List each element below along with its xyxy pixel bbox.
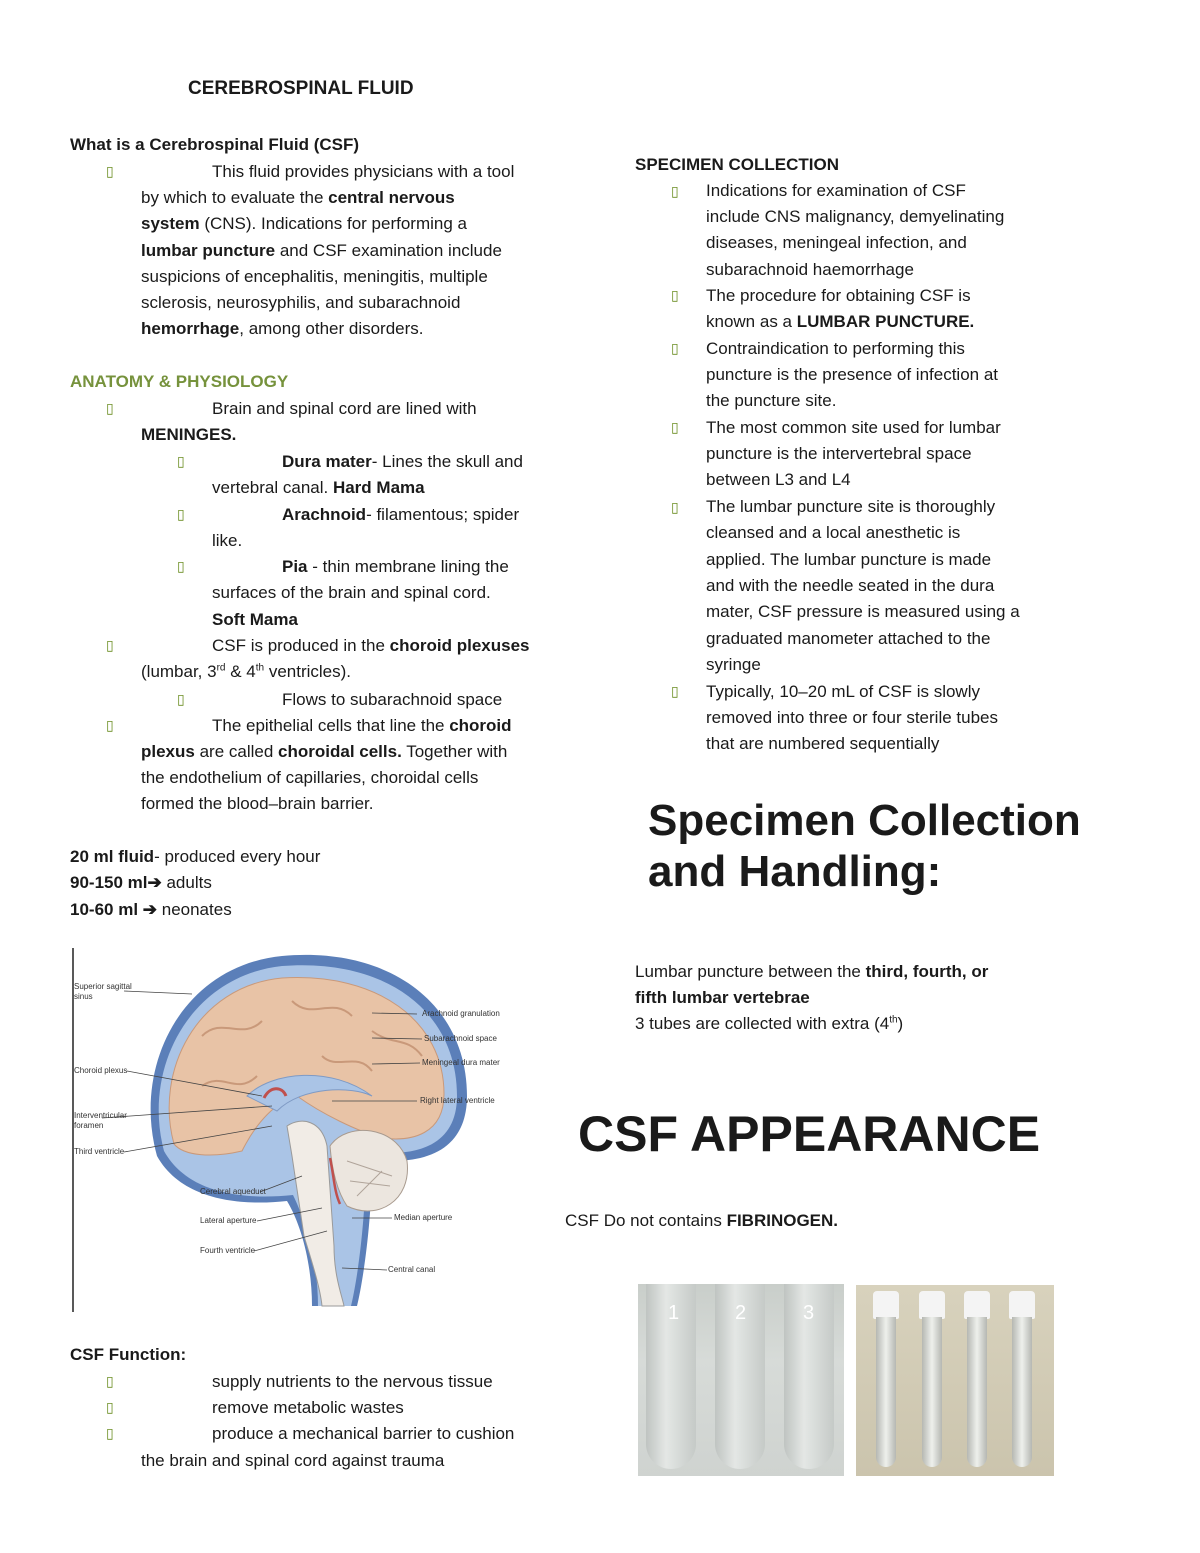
volume-line-1: 20 ml fluid- produced every hour <box>70 847 321 866</box>
specimen-text: applied. The lumbar puncture is made <box>706 550 992 569</box>
bullet-icon: ▯ <box>106 163 114 179</box>
tube <box>967 1317 987 1467</box>
meninges-line-2: MENINGES. <box>141 425 237 444</box>
what-heading: What is a Cerebrospinal Fluid (CSF) <box>70 135 360 154</box>
tube-cap <box>873 1291 899 1319</box>
volume-line-2: 90-150 ml➔ adults <box>70 873 212 892</box>
specimen-text: Typically, 10–20 mL of CSF is slowly <box>706 682 980 701</box>
brain-diagram <box>72 946 512 1314</box>
epithelial-line-2: plexus are called choroidal cells. Together with <box>141 742 508 761</box>
bullet-icon: ▯ <box>671 183 679 199</box>
specimen-heading: SPECIMEN COLLECTION <box>635 155 840 174</box>
anatomy-heading: ANATOMY & PHYSIOLOGY <box>70 372 289 391</box>
specimen-text: the puncture site. <box>706 391 837 410</box>
specimen-text: The lumbar puncture site is thoroughly <box>706 497 996 516</box>
lumbar-puncture-line-1: Lumbar puncture between the third, fourth, or <box>635 962 989 981</box>
bullet-icon: ▯ <box>106 400 114 416</box>
specimen-text: subarachnoid haemorrhage <box>706 260 914 279</box>
csf-tubes-photo <box>638 1284 844 1476</box>
what-text-1: This fluid provides physicians with a tool <box>212 162 515 181</box>
specimen-text: puncture is the presence of infection at <box>706 365 999 384</box>
specimen-text: syringe <box>706 655 761 674</box>
bullet-icon: ▯ <box>671 683 679 699</box>
tube <box>876 1317 896 1467</box>
diagram-label: Central canal <box>388 1265 436 1274</box>
what-text-4: lumbar puncture and CSF examination include <box>141 241 502 260</box>
bullet-icon: ▯ <box>106 1399 114 1415</box>
meninges-line-1: Brain and spinal cord are lined with <box>212 399 477 418</box>
what-text-6: sclerosis, neurosyphilis, and subarachnoid <box>141 293 461 312</box>
bullet-icon: ▯ <box>177 453 185 469</box>
specimen-text: removed into three or four sterile tubes <box>706 708 998 727</box>
bullet-icon: ▯ <box>177 691 185 707</box>
appearance-heading: CSF APPEARANCE <box>578 1106 1041 1162</box>
pia-line-1: Pia - thin membrane lining the <box>282 557 509 576</box>
diagram-label: Subarachnoid space <box>424 1034 497 1043</box>
arrow-icon: ➔ <box>147 873 162 892</box>
pia-line-3: Soft Mama <box>212 610 298 629</box>
specimen-text: and with the needle seated in the dura <box>706 576 995 595</box>
specimen-text: that are numbered sequentially <box>706 734 940 753</box>
function-item: produce a mechanical barrier to cushion <box>212 1424 515 1443</box>
tube-number: 2 <box>735 1302 747 1324</box>
pia-line-2: surfaces of the brain and spinal cord. <box>212 583 491 602</box>
specimen-text: mater, CSF pressure is measured using a <box>706 602 1020 621</box>
what-text-7: hemorrhage, among other disorders. <box>141 319 424 338</box>
function-item: the brain and spinal cord against trauma <box>141 1451 445 1470</box>
diagram-label: Interventricular foramen <box>74 1111 127 1130</box>
what-text-3: system (CNS). Indications for performing a <box>141 214 467 233</box>
lumbar-puncture-line-2: fifth lumbar vertebrae <box>635 988 810 1007</box>
specimen-text: diseases, meningeal infection, and <box>706 233 967 252</box>
specimen-text: known as a LUMBAR PUNCTURE. <box>706 312 975 331</box>
tube <box>922 1317 942 1467</box>
arrow-icon: ➔ <box>142 900 158 919</box>
bullet-icon: ▯ <box>177 506 185 522</box>
what-text-2: by which to evaluate the central nervous <box>141 188 455 207</box>
function-heading: CSF Function: <box>70 1345 187 1364</box>
diagram-label: Superior sagittal sinus <box>74 982 132 1001</box>
sterile-tubes-photo <box>856 1285 1054 1476</box>
diagram-label: Median aperture <box>394 1213 453 1222</box>
bullet-icon: ▯ <box>106 637 114 653</box>
flows-line: Flows to subarachnoid space <box>282 690 503 709</box>
csf-production-1: CSF is produced in the choroid plexuses <box>212 636 530 655</box>
specimen-text: puncture is the intervertebral space <box>706 444 972 463</box>
function-item: remove metabolic wastes <box>212 1398 404 1417</box>
volume-line-3: 10-60 ml ➔ neonates <box>70 900 232 919</box>
tube-cap <box>964 1291 990 1319</box>
arachnoid-line-2: like. <box>212 531 243 550</box>
diagram-label: Third ventricle <box>74 1147 125 1156</box>
specimen-text: The procedure for obtaining CSF is <box>706 286 971 305</box>
epithelial-line-4: formed the blood–brain barrier. <box>141 794 374 813</box>
bullet-icon: ▯ <box>106 717 114 733</box>
bullet-icon: ▯ <box>106 1373 114 1389</box>
csf-production-2: (lumbar, 3rd & 4th ventricles). <box>141 662 352 681</box>
page-title: CEREBROSPINAL FLUID <box>188 78 414 99</box>
bullet-icon: ▯ <box>671 340 679 356</box>
tube-number: 1 <box>668 1302 680 1324</box>
diagram-label: Meningeal dura mater <box>422 1058 500 1067</box>
brain-diagram-graphic <box>72 946 512 1314</box>
bullet-icon: ▯ <box>106 1425 114 1441</box>
function-item: supply nutrients to the nervous tissue <box>212 1372 493 1391</box>
specimen-text: Indications for examination of CSF <box>706 181 966 200</box>
dura-line-2: vertebral canal. Hard Mama <box>212 478 425 497</box>
tube-cap <box>919 1291 945 1319</box>
tubes-line: 3 tubes are collected with extra (4th) <box>635 1014 904 1033</box>
epithelial-line-3: the endothelium of capillaries, choroidal cells <box>141 768 479 787</box>
specimen-text: The most common site used for lumbar <box>706 418 1001 437</box>
diagram-label: Choroid plexus <box>74 1066 128 1075</box>
specimen-text: include CNS malignancy, demyelinating <box>706 207 1005 226</box>
diagram-label: Arachnoid granulation <box>422 1009 500 1018</box>
bullet-icon: ▯ <box>671 499 679 515</box>
specimen-text: graduated manometer attached to the <box>706 629 991 648</box>
fibrinogen-line: CSF Do not contains FIBRINOGEN. <box>565 1211 839 1230</box>
handling-heading: Specimen Collection and Handling: <box>648 796 1081 896</box>
arachnoid-line-1: Arachnoid- filamentous; spider <box>282 505 520 524</box>
what-text-5: suspicions of encephalitis, meningitis, multiple <box>141 267 488 286</box>
bullet-icon: ▯ <box>177 558 185 574</box>
diagram-label: Cerebral aqueduct <box>200 1187 266 1196</box>
diagram-label: Fourth ventricle <box>200 1246 256 1255</box>
diagram-label: Lateral aperture <box>200 1216 257 1225</box>
specimen-text: Contraindication to performing this <box>706 339 965 358</box>
tube <box>1012 1317 1032 1467</box>
epithelial-line-1: The epithelial cells that line the choroid <box>212 716 512 735</box>
tube-cap <box>1009 1291 1035 1319</box>
bullet-icon: ▯ <box>671 419 679 435</box>
specimen-text: cleansed and a local anesthetic is <box>706 523 961 542</box>
bullet-icon: ▯ <box>671 287 679 303</box>
diagram-label: Right lateral ventricle <box>420 1096 495 1105</box>
specimen-text: between L3 and L4 <box>706 470 851 489</box>
dura-line-1: Dura mater- Lines the skull and <box>282 452 523 471</box>
tube-number: 3 <box>803 1302 815 1324</box>
